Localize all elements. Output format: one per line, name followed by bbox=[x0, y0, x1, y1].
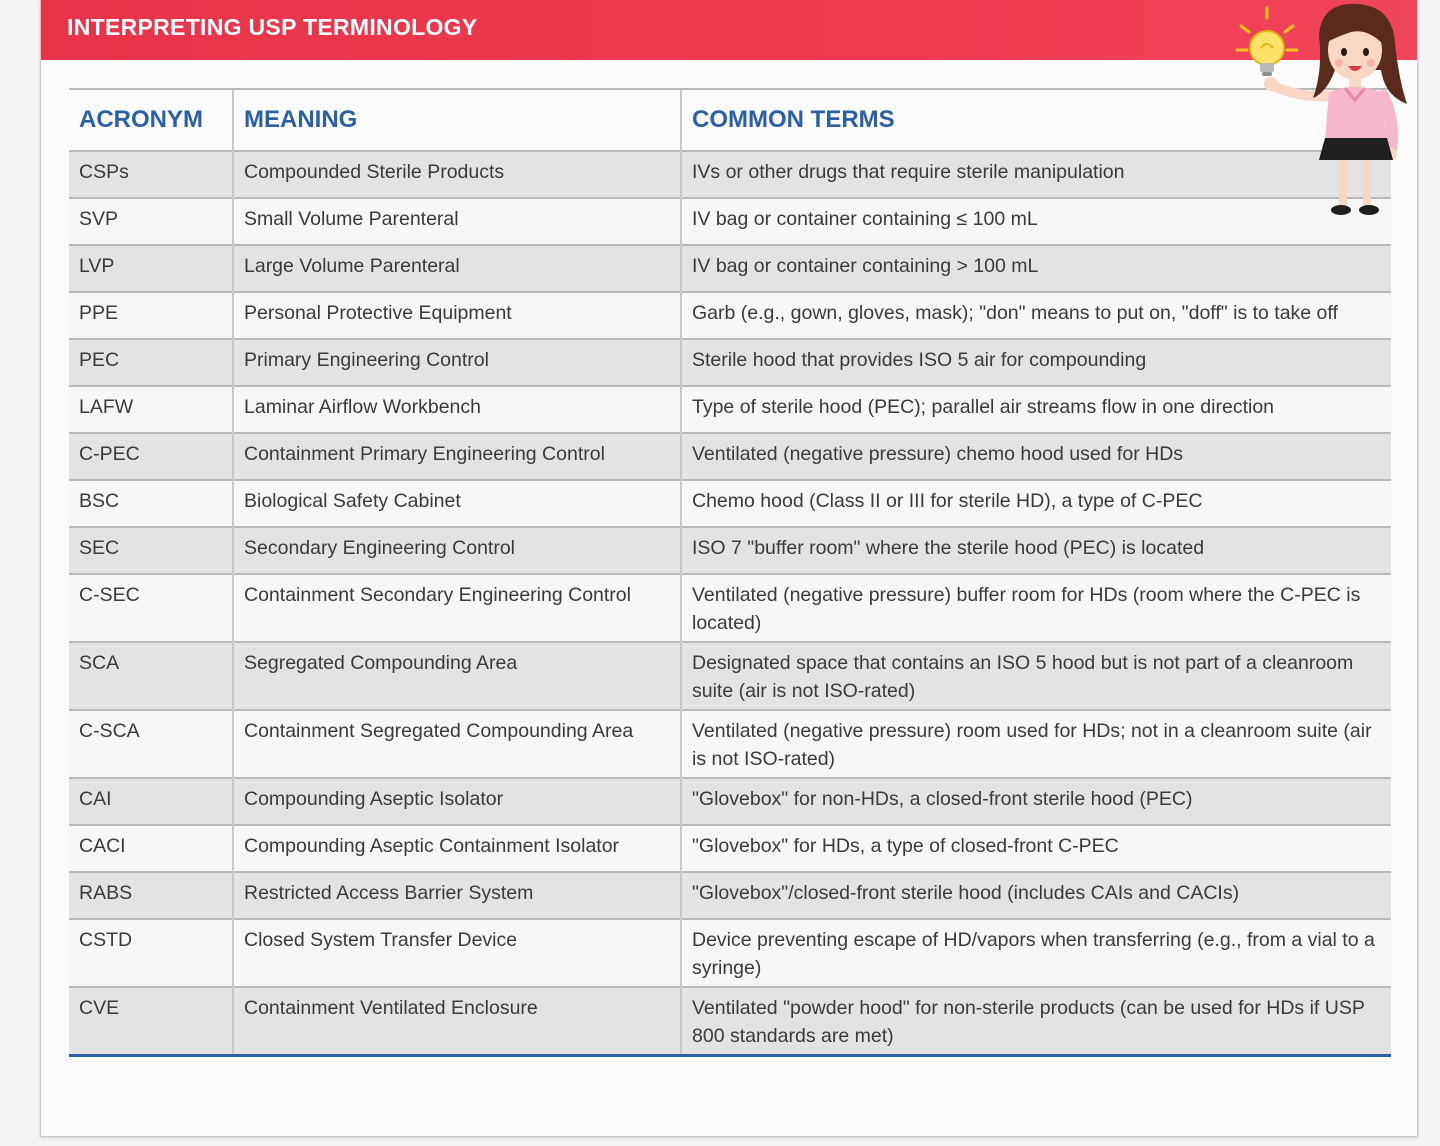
table-row bbox=[69, 825, 1391, 872]
common-terms-cell: "Glovebox" for HDs, a type of closed-front C-PEC bbox=[681, 825, 1391, 872]
acronym-cell: LAFW bbox=[69, 386, 233, 433]
common-terms-cell: IVs or other drugs that require sterile manipulation bbox=[681, 151, 1391, 198]
meaning-cell: Containment Primary Engineering Control bbox=[233, 433, 681, 480]
acronym-cell: SEC bbox=[69, 527, 233, 574]
table-row bbox=[69, 245, 1391, 292]
header-acronym: ACRONYM bbox=[69, 89, 233, 151]
table-row bbox=[69, 386, 1391, 433]
table-row bbox=[69, 527, 1391, 574]
common-terms-cell: Device preventing escape of HD/vapors when transferring (e.g., from a vial to a syringe) bbox=[681, 919, 1391, 987]
common-terms-cell: Ventilated (negative pressure) room used for HDs; not in a cleanroom suite (air is not ISO-rated) bbox=[681, 710, 1391, 778]
common-terms-cell: Garb (e.g., gown, gloves, mask); "don" means to put on, "doff" is to take off bbox=[681, 292, 1391, 339]
table-row bbox=[69, 480, 1391, 527]
meaning-cell: Restricted Access Barrier System bbox=[233, 872, 681, 919]
table-row bbox=[69, 292, 1391, 339]
common-terms-cell: IV bag or container containing > 100 mL bbox=[681, 245, 1391, 292]
table-row bbox=[69, 574, 1391, 642]
document-page bbox=[40, 0, 1418, 1137]
acronym-cell: PEC bbox=[69, 339, 233, 386]
meaning-cell: Small Volume Parenteral bbox=[233, 198, 681, 245]
table-header-row bbox=[69, 89, 1391, 151]
common-terms-cell: Ventilated "powder hood" for non-sterile products (can be used for HDs if USP 800 standards are met) bbox=[681, 987, 1391, 1055]
acronym-cell: C-SCA bbox=[69, 710, 233, 778]
common-terms-cell: Type of sterile hood (PEC); parallel air streams flow in one direction bbox=[681, 386, 1391, 433]
meaning-cell: Large Volume Parenteral bbox=[233, 245, 681, 292]
acronym-cell: PPE bbox=[69, 292, 233, 339]
meaning-cell: Personal Protective Equipment bbox=[233, 292, 681, 339]
acronym-cell: CSTD bbox=[69, 919, 233, 987]
common-terms-cell: Chemo hood (Class II or III for sterile HD), a type of C-PEC bbox=[681, 480, 1391, 527]
meaning-cell: Containment Segregated Compounding Area bbox=[233, 710, 681, 778]
meaning-cell: Primary Engineering Control bbox=[233, 339, 681, 386]
table-row bbox=[69, 987, 1391, 1055]
meaning-cell: Segregated Compounding Area bbox=[233, 642, 681, 710]
table-row bbox=[69, 198, 1391, 245]
meaning-cell: Containment Secondary Engineering Control bbox=[233, 574, 681, 642]
table-row bbox=[69, 778, 1391, 825]
meaning-cell: Laminar Airflow Workbench bbox=[233, 386, 681, 433]
table-row bbox=[69, 339, 1391, 386]
table-row bbox=[69, 872, 1391, 919]
common-terms-cell: "Glovebox" for non-HDs, a closed-front sterile hood (PEC) bbox=[681, 778, 1391, 825]
acronym-cell: C-SEC bbox=[69, 574, 233, 642]
common-terms-cell: Designated space that contains an ISO 5 hood but is not part of a cleanroom suite (air is not ISO-rated) bbox=[681, 642, 1391, 710]
table-row bbox=[69, 710, 1391, 778]
table-row bbox=[69, 433, 1391, 480]
meaning-cell: Compounding Aseptic Containment Isolator bbox=[233, 825, 681, 872]
acronym-cell: C-PEC bbox=[69, 433, 233, 480]
meaning-cell: Compounded Sterile Products bbox=[233, 151, 681, 198]
acronym-cell: RABS bbox=[69, 872, 233, 919]
acronym-cell: BSC bbox=[69, 480, 233, 527]
table-row bbox=[69, 642, 1391, 710]
acronym-cell: LVP bbox=[69, 245, 233, 292]
common-terms-cell: Ventilated (negative pressure) chemo hood used for HDs bbox=[681, 433, 1391, 480]
header-meaning: MEANING bbox=[233, 89, 681, 151]
table-row bbox=[69, 151, 1391, 198]
table-row bbox=[69, 919, 1391, 987]
common-terms-cell: ISO 7 "buffer room" where the sterile hood (PEC) is located bbox=[681, 527, 1391, 574]
meaning-cell: Containment Ventilated Enclosure bbox=[233, 987, 681, 1055]
meaning-cell: Secondary Engineering Control bbox=[233, 527, 681, 574]
acronym-cell: CVE bbox=[69, 987, 233, 1055]
acronym-cell: CACI bbox=[69, 825, 233, 872]
acronym-cell: CSPs bbox=[69, 151, 233, 198]
meaning-cell: Compounding Aseptic Isolator bbox=[233, 778, 681, 825]
common-terms-cell: IV bag or container containing ≤ 100 mL bbox=[681, 198, 1391, 245]
header-common-terms: COMMON TERMS bbox=[681, 89, 1391, 151]
common-terms-cell: "Glovebox"/closed-front sterile hood (includes CAIs and CACIs) bbox=[681, 872, 1391, 919]
page-title: INTERPRETING USP TERMINOLOGY bbox=[67, 14, 478, 40]
meaning-cell: Closed System Transfer Device bbox=[233, 919, 681, 987]
common-terms-cell: Ventilated (negative pressure) buffer room for HDs (room where the C-PEC is located) bbox=[681, 574, 1391, 642]
girl-with-lightbulb-icon bbox=[1231, 0, 1411, 230]
title-banner bbox=[41, 0, 1417, 60]
lightbulb-icon bbox=[1250, 31, 1284, 76]
common-terms-cell: Sterile hood that provides ISO 5 air for compounding bbox=[681, 339, 1391, 386]
acronym-cell: SVP bbox=[69, 198, 233, 245]
acronym-cell: SCA bbox=[69, 642, 233, 710]
acronym-cell: CAI bbox=[69, 778, 233, 825]
meaning-cell: Biological Safety Cabinet bbox=[233, 480, 681, 527]
terminology-table bbox=[69, 88, 1391, 1057]
